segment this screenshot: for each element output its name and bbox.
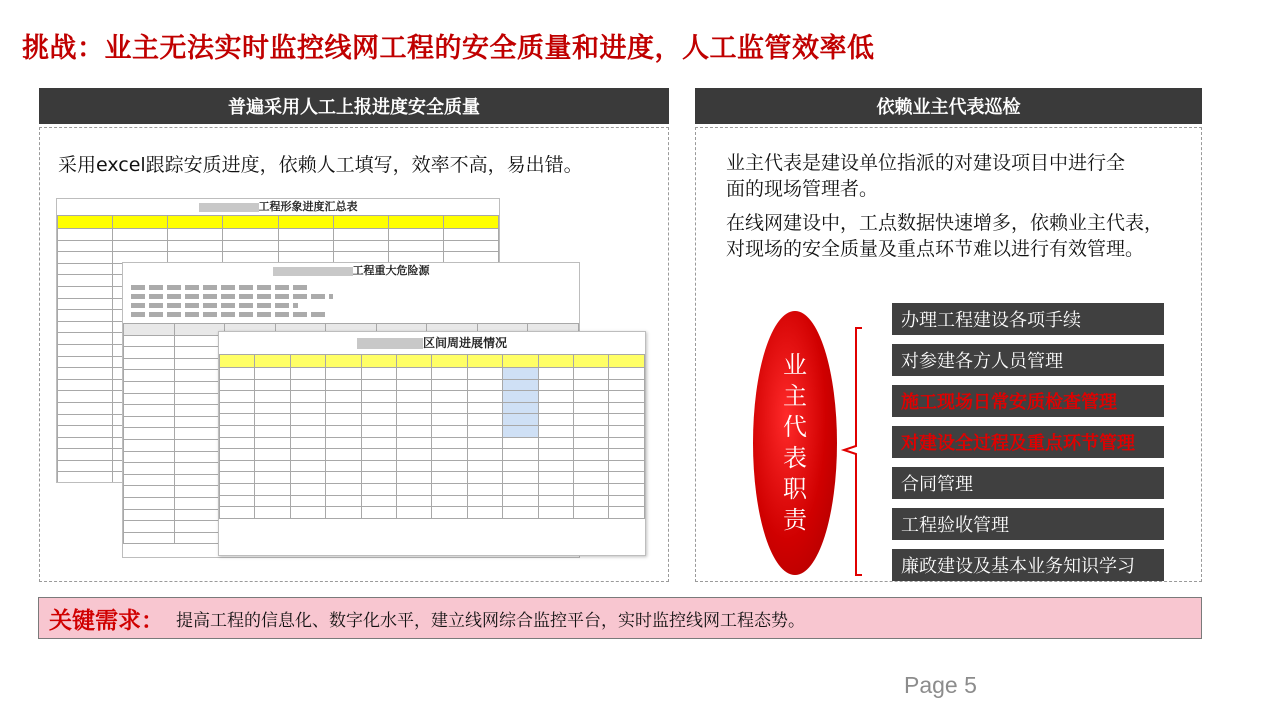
sheet2-title: 工程重大危险源 bbox=[352, 264, 430, 277]
sheet3-title: 区间周进展情况 bbox=[422, 336, 507, 350]
duty-item: 对参建各方人员管理 bbox=[892, 344, 1164, 376]
duties-bracket bbox=[836, 324, 896, 584]
page-title: 挑战：业主无法实时监控线网工程的安全质量和进度，人工监管效率低 bbox=[22, 33, 875, 64]
left-panel-header: 普遍采用人工上报进度安全质量 bbox=[39, 88, 669, 124]
left-panel-text: 采用excel跟踪安质进度，依赖人工填写，效率不高，易出错。 bbox=[58, 154, 583, 176]
owner-rep-definition: 业主代表是建设单位指派的对建设项目中进行全面的现场管理者。 bbox=[726, 152, 1126, 200]
sheet2-text-lines bbox=[131, 285, 571, 321]
right-panel-header: 依赖业主代表巡检 bbox=[695, 88, 1202, 124]
duty-item: 对建设全过程及重点环节管理 bbox=[892, 426, 1164, 458]
duty-item: 合同管理 bbox=[892, 467, 1164, 499]
sheet3-grid bbox=[219, 354, 645, 519]
duty-item: 工程验收管理 bbox=[892, 508, 1164, 540]
duty-item: 廉政建设及基本业务知识学习 bbox=[892, 549, 1164, 581]
left-panel bbox=[39, 127, 669, 582]
section-weekly-progress-sheet-image bbox=[218, 331, 646, 556]
key-demand-bar bbox=[38, 597, 1202, 639]
right-panel bbox=[695, 127, 1202, 582]
owner-rep-duties-label: 业主代表职责 bbox=[783, 351, 807, 534]
key-demand-label: 关键需求： bbox=[49, 607, 164, 634]
duty-item: 办理工程建设各项手续 bbox=[892, 303, 1164, 335]
duty-item: 施工现场日常安质检查管理 bbox=[892, 385, 1164, 417]
sheet1-title: 工程形象进度汇总表 bbox=[258, 200, 358, 213]
page-number: Page 5 bbox=[904, 672, 977, 698]
owner-rep-duties-ellipse bbox=[753, 311, 837, 575]
key-demand-text: 提高工程的信息化、数字化水平，建立线网综合监控平台，实时监控线网工程态势。 bbox=[176, 610, 805, 631]
owner-rep-problem: 在线网建设中，工点数据快速增多，依赖业主代表，对现场的安全质量及重点环节难以进行有效管理。 bbox=[726, 212, 1164, 260]
